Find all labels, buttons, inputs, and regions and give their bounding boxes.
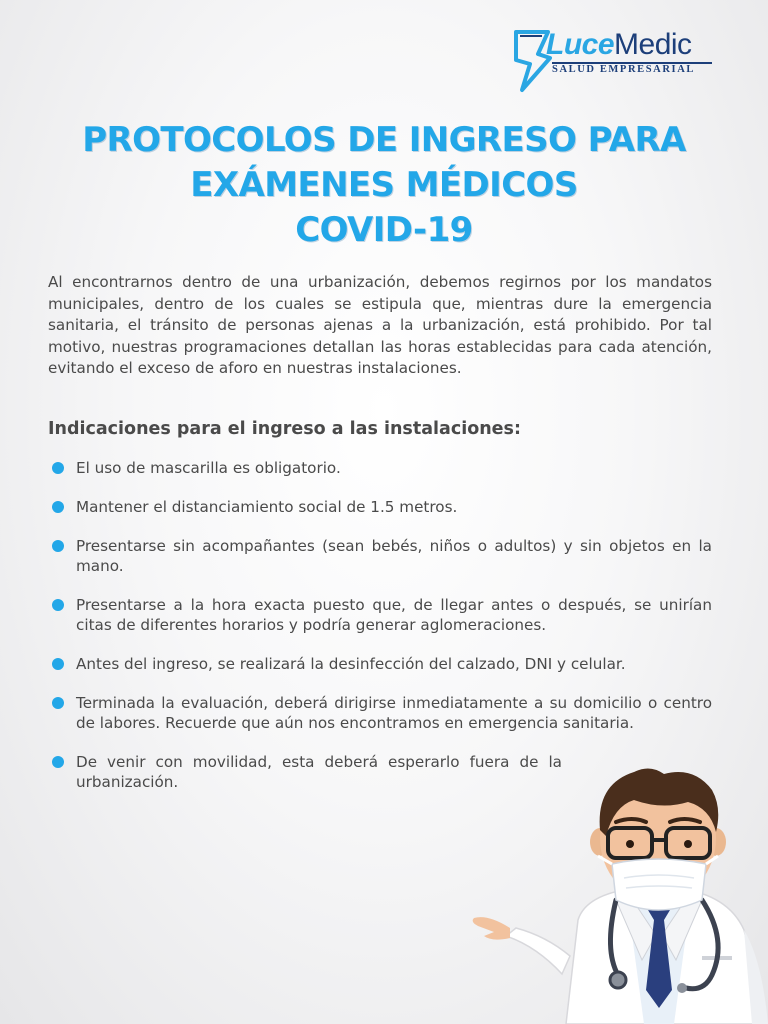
doctor-illustration xyxy=(466,760,768,1024)
bullet-dot-icon xyxy=(52,756,64,768)
list-item-text: De venir con movilidad, esta deberá esperarlo fuera de la urbanización. xyxy=(76,753,562,791)
list-item xyxy=(52,595,712,635)
list-item xyxy=(52,654,712,674)
title-line-2: EXÁMENES MÉDICOS xyxy=(190,165,578,205)
bullet-dot-icon xyxy=(52,599,64,611)
list-item xyxy=(52,693,712,733)
indications-list xyxy=(52,458,712,792)
indications-heading: Indicaciones para el ingreso a las instalaciones: xyxy=(48,419,521,439)
list-item-text: Presentarse sin acompañantes (sean bebés, niños o adultos) y sin objetos en la mano. xyxy=(76,537,712,575)
brand-logo xyxy=(508,24,718,96)
list-item-text: Presentarse a la hora exacta puesto que, de llegar antes o después, se unirían citas de diferentes horarios y podría generar aglomeraciones. xyxy=(76,596,712,634)
bullet-dot-icon xyxy=(52,501,64,513)
brand-tagline: SALUD EMPRESARIAL xyxy=(552,64,696,75)
list-item-text: Antes del ingreso, se realizará la desinfección del calzado, DNI y celular. xyxy=(76,655,626,673)
list-item xyxy=(52,497,712,517)
title-line-3: COVID-19 xyxy=(295,210,473,250)
brand-name-part2: Medic xyxy=(614,28,692,61)
brand-name xyxy=(546,28,692,62)
list-item-text: Terminada la evaluación, deberá dirigirse inmediatamente a su domicilio o centro de labores. Recuerde que aún nos encontramos en emergencia sanitaria. xyxy=(76,694,712,732)
list-item xyxy=(52,458,712,478)
list-item xyxy=(52,536,712,576)
bullet-dot-icon xyxy=(52,658,64,670)
brand-name-part1: Luce xyxy=(546,28,615,61)
intro-paragraph: Al encontrarnos dentro de una urbanización, debemos regirnos por los mandatos municipales, dentro de los cuales se estipula que, mientras dure la emergencia sanitaria, el tránsito de personas ajenas a la urbanización, está prohibido. Por tal motivo, nuestras programaciones detallan las horas establecidas para cada atención, evitando el exceso de aforo en nuestras instalaciones. xyxy=(48,273,712,378)
bullet-dot-icon xyxy=(52,697,64,709)
page-title xyxy=(0,118,768,253)
bullet-dot-icon xyxy=(52,462,64,474)
list-item-text: El uso de mascarilla es obligatorio. xyxy=(76,459,341,477)
bullet-dot-icon xyxy=(52,540,64,552)
list-item-text: Mantener el distanciamiento social de 1.5 metros. xyxy=(76,498,458,516)
title-line-1: PROTOCOLOS DE INGRESO PARA xyxy=(82,120,686,160)
